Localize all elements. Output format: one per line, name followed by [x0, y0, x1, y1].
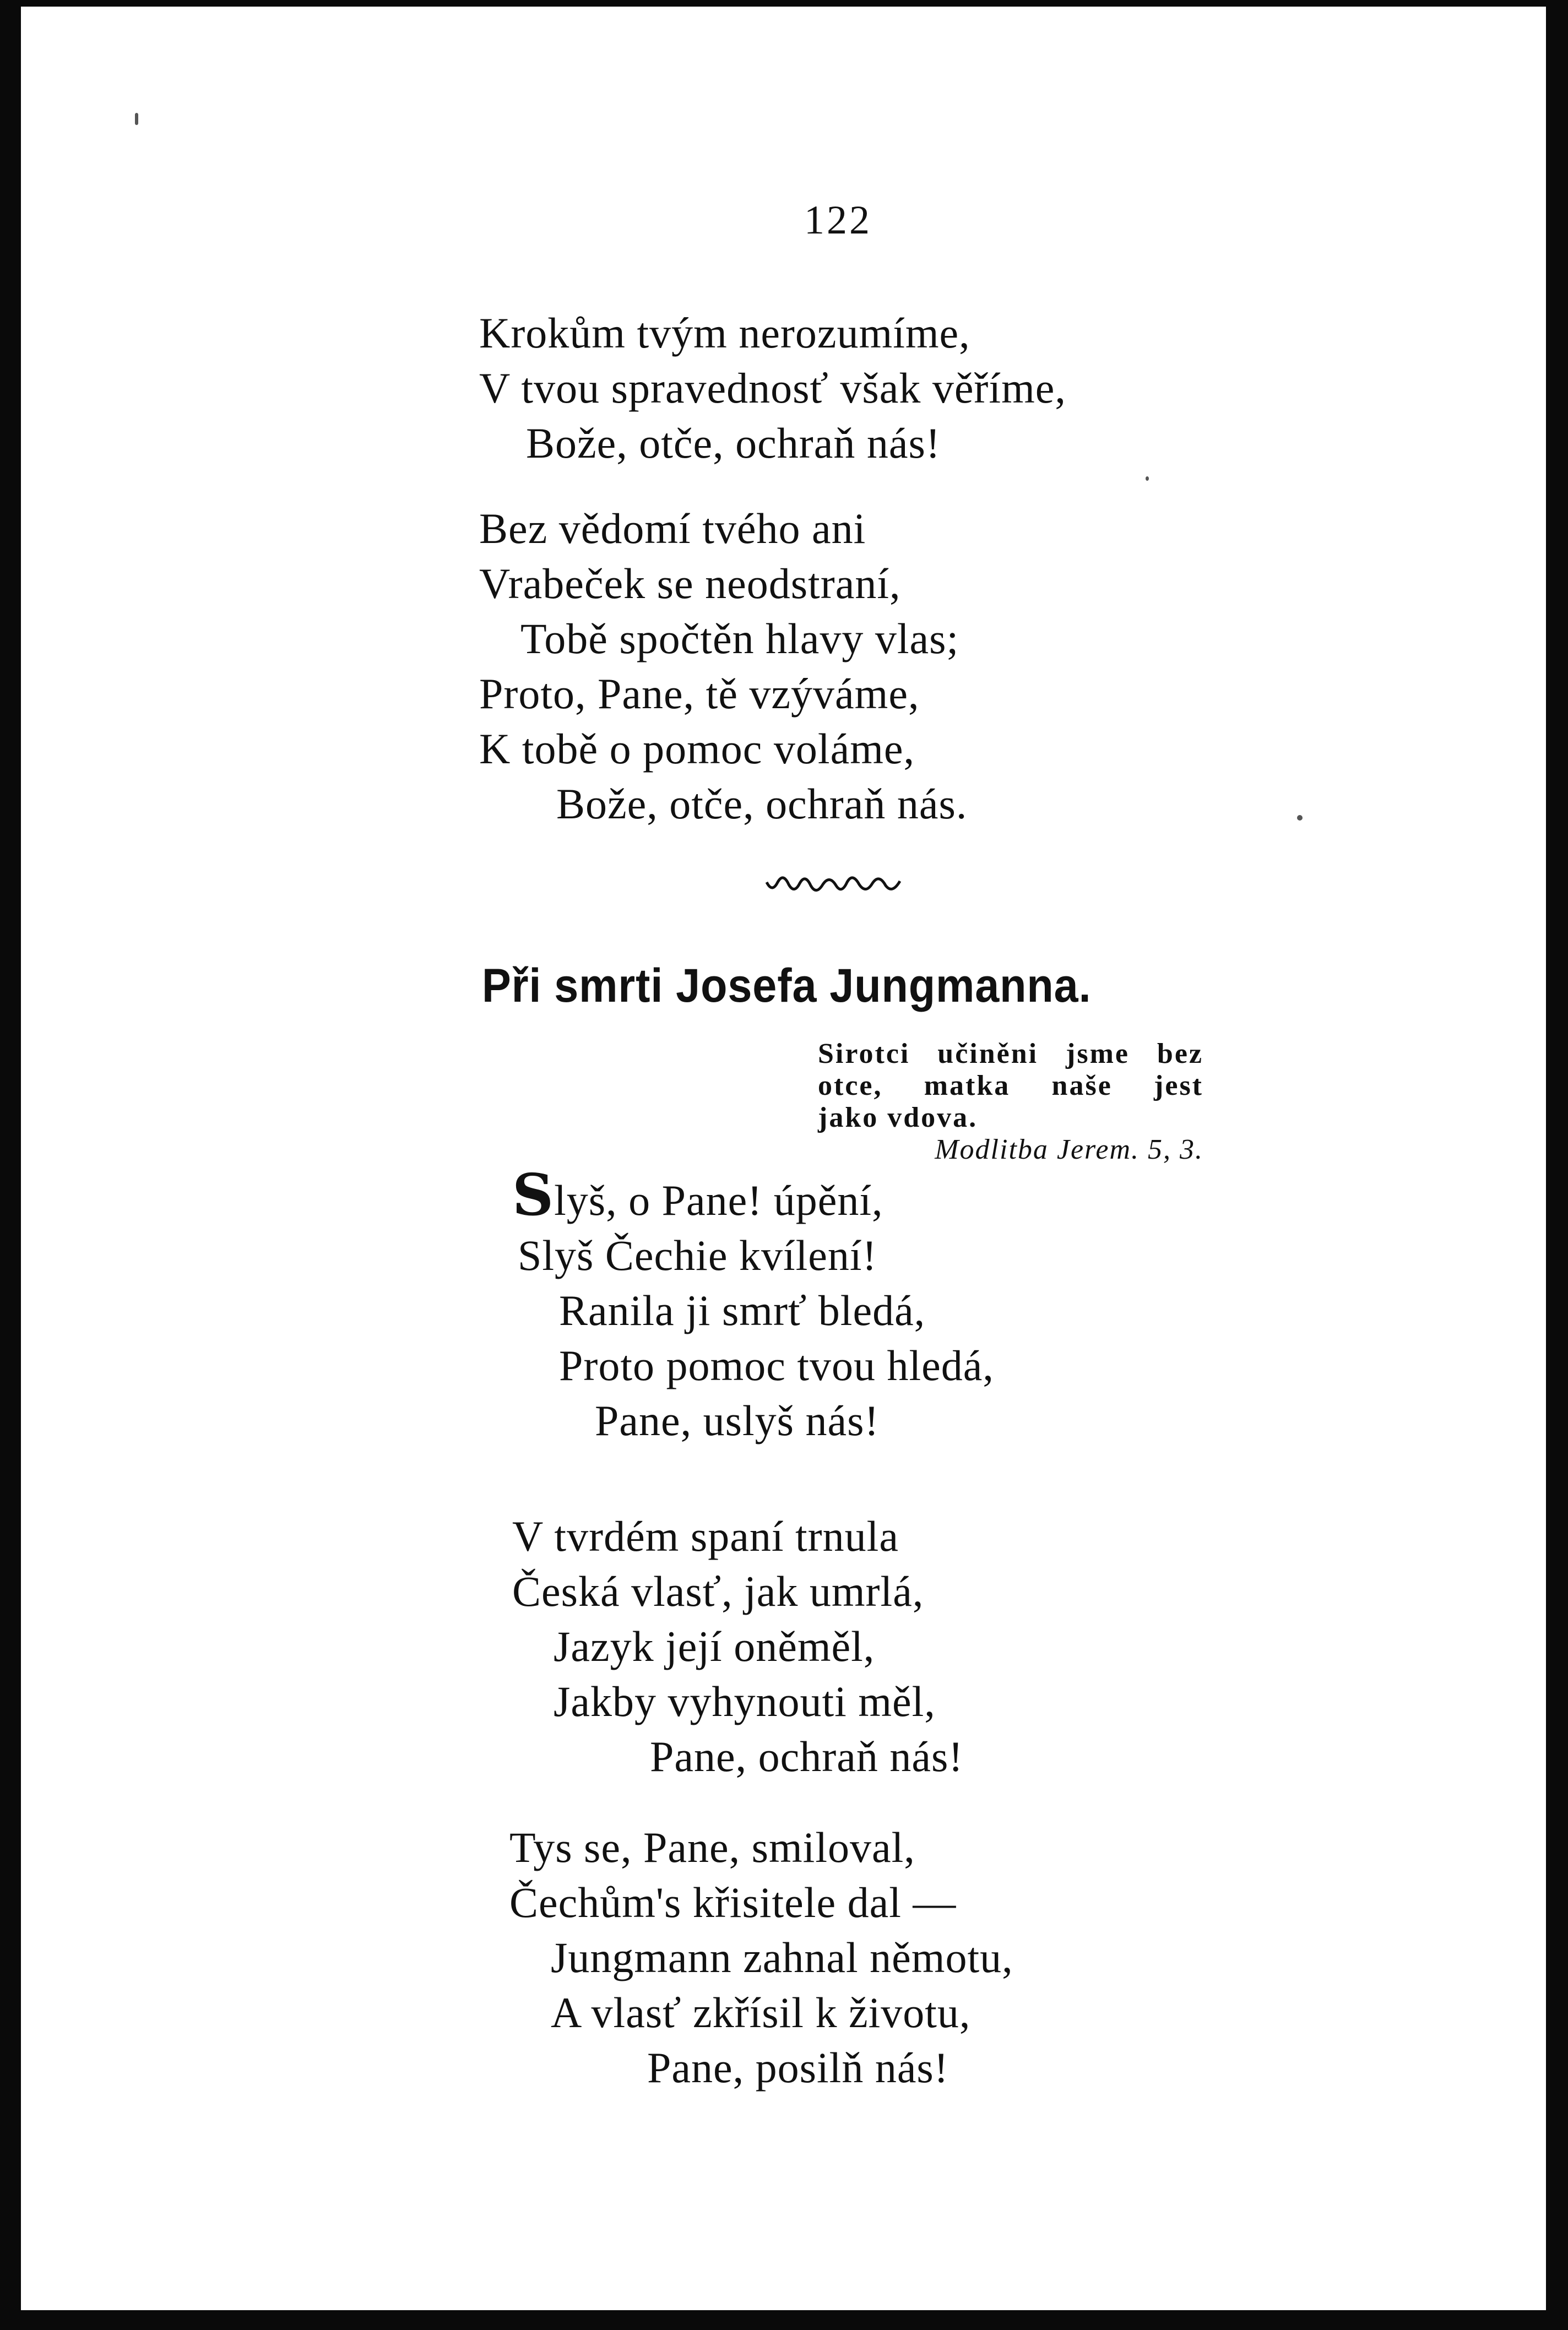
verse-line: V tvou spravednosť však věříme, — [479, 364, 1066, 412]
poem-stanza-3 — [509, 1820, 1013, 2095]
verse-line: K tobě o pomoc voláme, — [479, 725, 915, 773]
paper-speck — [135, 113, 138, 125]
verse-line: Bože, otče, ochraň nás! — [526, 419, 941, 467]
verse-line: Čechům's křisitele dal — — [509, 1878, 957, 1926]
verse-line: Bože, otče, ochraň nás. — [556, 780, 968, 828]
wavy-divider-line — [767, 878, 900, 890]
verse-line: Jakby vyhynouti měl, — [554, 1677, 936, 1725]
stanza-before-2 — [479, 501, 967, 832]
verse-line: Proto, Pane, tě vzýváme, — [479, 670, 920, 718]
verse-line: V tvrdém spaní trnula — [512, 1512, 899, 1560]
verse-line: Tys se, Pane, smiloval, — [509, 1823, 915, 1871]
wavy-divider-icon — [766, 876, 903, 898]
verse-line: Pane, posilň nás! — [647, 2044, 949, 2092]
epigraph-line: Sirotci učiněni jsme bez — [818, 1038, 1203, 1069]
epigraph-line: otce, matka naše jest — [818, 1070, 1203, 1101]
verse-line: lyš, o Pane! úpění, — [554, 1176, 883, 1224]
paper-speck — [1146, 476, 1149, 481]
verse-line: Proto pomoc tvou hledá, — [559, 1341, 994, 1389]
epigraph-line: jako vdova. — [818, 1102, 978, 1133]
poem-title: Při smrti Josefa Jungmanna. — [482, 959, 1092, 1012]
verse-line: Slyš Čechie kvílení! — [518, 1231, 877, 1279]
verse-line: Pane, uslyš nás! — [595, 1397, 880, 1444]
epigraph — [818, 1038, 1203, 1166]
verse-line: Vrabeček se neodstraní, — [479, 560, 901, 607]
verse-line: Ranila ji smrť bledá, — [559, 1286, 926, 1334]
verse-line: Jungmann zahnal němotu, — [551, 1933, 1013, 1981]
poem-stanza-1 — [512, 1161, 994, 1448]
verse-line: A vlasť zkřísil k životu, — [551, 1989, 971, 2036]
verse-line-first — [512, 1161, 994, 1229]
verse-line: Pane, ochraň nás! — [650, 1732, 964, 1780]
verse-line: Česká vlasť, jak umrlá, — [512, 1567, 924, 1615]
page-number: 122 — [804, 198, 872, 243]
verse-line: Bez vědomí tvého ani — [479, 504, 866, 552]
stanza-before-1 — [479, 306, 1066, 471]
paper-speck — [1297, 815, 1303, 821]
epigraph-source: Modlitba Jerem. 5, 3. — [935, 1134, 1203, 1165]
poem-stanza-2 — [512, 1509, 963, 1784]
verse-line: Jazyk její oněměl, — [554, 1622, 875, 1670]
initial-letter: S — [512, 1161, 555, 1229]
verse-line: Krokům tvým nerozumíme, — [479, 309, 970, 357]
verse-line: Tobě spočtěn hlavy vlas; — [520, 615, 959, 662]
